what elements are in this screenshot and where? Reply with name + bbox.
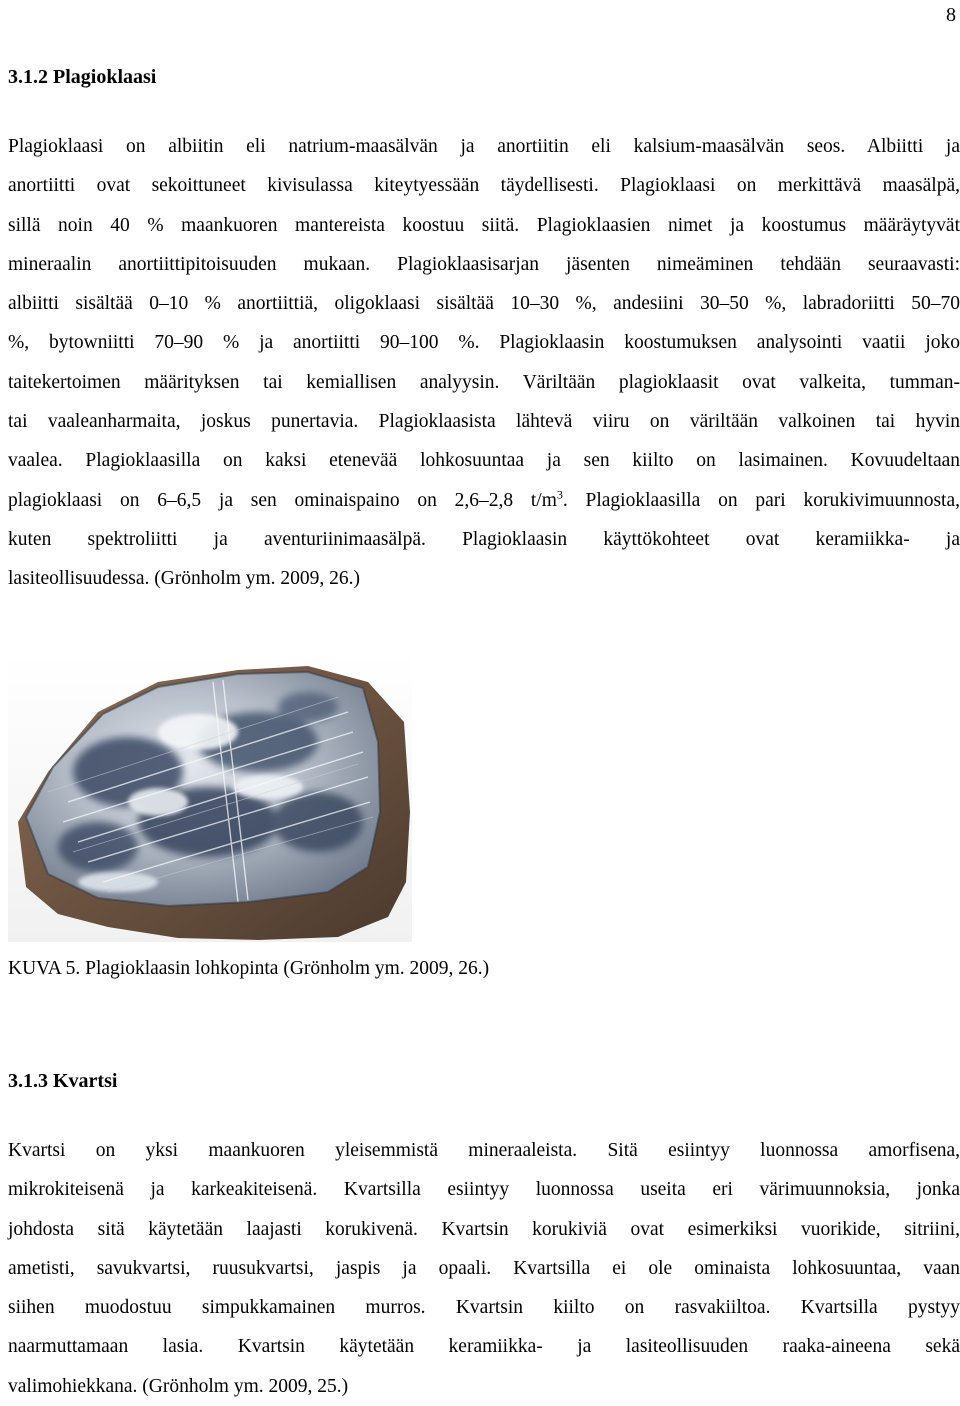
text-line: tai vaaleanharmaita, joskus punertavia. Plagioklaasista lähtevä viiru on väriltään valkoinen tai hyvin	[8, 411, 960, 433]
text-line-density	[8, 481, 960, 520]
text-line: Kvartsi on yksi maankuoren yleisemmistä mineraaleista. Sitä esiintyy luonnossa amorfisena,	[8, 1140, 960, 1161]
text-line: ametisti, savukvartsi, ruusukvartsi, jaspis ja opaali. Kvartsilla ei ole ominaista lohkosuuntaa, vaan	[8, 1257, 960, 1279]
density-superscript: 3	[556, 487, 563, 502]
text-line: siihen muodostuu simpukkamainen murros. Kvartsin kiilto on rasvakiiltoa. Kvartsilla pystyy	[8, 1297, 960, 1319]
page-number: 8	[946, 4, 956, 26]
density-text: plagioklaasi on 6–6,5 ja sen ominaispaino on 2,6–2,8 t/m	[8, 489, 557, 511]
text-line: vaalea. Plagioklaasilla on kaksi etenevää lohkosuuntaa ja sen kiilto on lasimainen. Kovuudeltaan	[8, 450, 960, 472]
text-line: sillä noin 40 % maankuoren mantereista koostuu siitä. Plagioklaasien nimet ja koostumus määräytyvät	[8, 214, 960, 236]
section-heading-plagioklaasi: 3.1.2 Plagioklaasi	[8, 66, 157, 88]
text-line: anortiitti ovat sekoittuneet kivisulassa kiteytyessään täydellisesti. Plagioklaasi on merkittävä maasälpä,	[8, 175, 960, 197]
text-line: lasiteollisuudessa. (Grönholm ym. 2009, 26.)	[8, 568, 361, 590]
text-line: kuten spektroliitti ja aventuriinimaasälpä. Plagioklaasin käyttökohteet ovat keramiikka- ja	[8, 528, 960, 550]
paragraph-plagioklaasi	[8, 127, 960, 599]
paragraph-kvartsi	[8, 1131, 960, 1406]
figure-caption: KUVA 5. Plagioklaasin lohkopinta (Grönholm ym. 2009, 26.)	[8, 958, 490, 979]
text-line: naarmuttamaan lasia. Kvartsin käytetään keramiikka- ja lasiteollisuuden raaka-aineena sekä	[8, 1336, 960, 1358]
density-text-end: . Plagioklaasilla on pari korukivimuunnosta,	[562, 489, 960, 511]
text-line: mineraalin anortiittipitoisuuden mukaan. Plagioklaasisarjan jäsenten nimeäminen tehdään seuraavasti:	[8, 253, 960, 275]
plagioclase-photo	[8, 652, 412, 942]
text-line: mikrokiteisenä ja karkeakiteisenä. Kvartsilla esiintyy luonnossa useita eri värimuunnoksia, jonka	[8, 1179, 960, 1201]
text-line: taitekertoimen määrityksen tai kemiallisen analyysin. Väriltään plagioklaasit ovat valkeita, tumman-	[8, 371, 960, 393]
text-line: johdosta sitä käytetään laajasti korukivenä. Kvartsin korukiviä ovat esimerkiksi vuorikide, sitriini,	[8, 1218, 960, 1240]
plagioclase-rock-image	[8, 652, 412, 942]
section-heading-kvartsi: 3.1.3 Kvartsi	[8, 1070, 118, 1092]
text-line: %, bytowniitti 70–90 % ja anortiitti 90–100 %. Plagioklaasin koostumuksen analysointi vaatii joko	[8, 332, 960, 354]
text-line: valimohiekkana. (Grönholm ym. 2009, 25.)	[8, 1375, 349, 1397]
text-line: Plagioklaasi on albiitin eli natrium-maasälvän ja anortiitin eli kalsium-maasälvän seos. Albiitti ja	[8, 136, 960, 157]
text-line: albiitti sisältää 0–10 % anortiittiä, oligoklaasi sisältää 10–30 %, andesiini 30–50 %, labradoriitti 50–70	[8, 293, 960, 315]
